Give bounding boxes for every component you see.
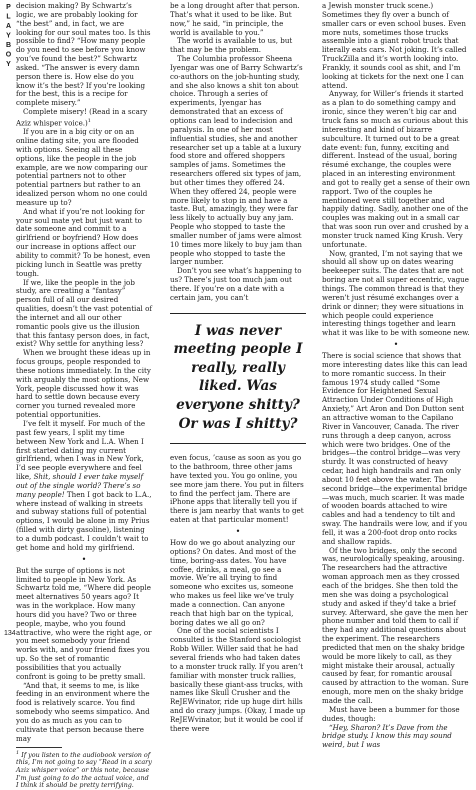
paragraph: The Columbia professor Sheena Iyengar was one of Barry Schwartz’s co-authors on the job-hunting study, and she also knows a shit ton about choice. Through a series of experiments, Iyengar has demonstrated that an excess of options can lead to indecision and paralysis. In one of her most influential studies, she and another researcher set up a table at a luxury food store and offered shoppers samples of jams. Sometimes the researchers offered six types of jam, but other times they offered 24. When they offered 24, people were more likely to stop in and have a taste. But, amazingly, they were far less likely to actually buy any jam. People who stopped to taste the smaller number of jams were almost 10 times more likely to buy jam than people who stopped to taste the larger number. [170, 54, 303, 267]
magazine-name: PLAYBOY [5, 4, 12, 71]
paragraph: One of the social scientists I consulted is the Stanford sociologist Robb Willer. Willer said that he had several friends who had taken dates to a monster truck rally. If you aren’t familiar with monster truck rallies, basically these giant-ass trucks, with names like Skull Crusher and the ReJEWvinator, ride up huge dirt hills and do crazy jumps. (Okay, I made up ReJEWvinator, but it would be cool if there were [170, 626, 306, 733]
paragraph: But the surge of options is not limited to people in New York. As Schwartz told me, “Where did people meet alternatives 50 years ago? It was in the workplace. How many hours did you have? Two or three people, maybe, who you found attractive, who were the right age, or you meet somebody your friend works with, and your friend fixes you up. So the set of romantic possibilities that you actually confront is going to be pretty small. [16, 565, 152, 681]
footnote-reference: 1 [87, 117, 91, 124]
section-separator: • [393, 340, 399, 350]
paragraph: How do we go about analyzing our options? On dates. And most of the time, boring-ass dates. You have coffee, drinks, a meal, go see a movie. We’re all trying to find someone who excites us, someone who makes us feel like we’ve truly made a connection. Can anyone reach that high bar on the typical, boring dates we all go on? [170, 538, 297, 627]
paragraph: Of the two bridges, only the second was, neurologically speaking, arousing. The researchers had the attractive woman approach men as they crossed each of the bridges. She then told the men she was doing a psychological study and asked if they’d take a brief survey. Afterward, she gave the men her phone number and told them to call if they had any additional questions about the experiment. The researchers predicted that men on the shaky bridge would be more likely to call, as they might mistake their arousal, actually caused by fear, for romantic arousal caused by attraction to the woman. Sure enough, more men on the shaky bridge made the call. [322, 545, 469, 705]
paragraph: If we, like the people in the job study, are creating a “fantasy” person full of all our desired qualities, doesn’t the vast potential of the internet and all our other romantic pools give us the illusion that this fantasy person does, in fact, exist? Why settle for anything less? [16, 277, 152, 349]
footnote-mark: 1 [16, 749, 20, 756]
page-number: 134 [4, 630, 16, 637]
text-column-1 [16, 2, 152, 790]
paragraph [322, 724, 470, 751]
paragraph: The world is available to us, but that may be the problem. [170, 36, 293, 55]
italic-thought: Shit, should I ever take myself out of the single world? There’s so many people! [16, 472, 144, 499]
footnote-text: If you listen to the audiobook version of this, I’m not going to say “Read in a scary Aziz whisper voice” or this note, because I’m just going to do the actual voice, and I think it should be pretty terrifying. [16, 750, 152, 790]
paragraph: be a long drought after that person. That’s what it used to be like. But now,” he said, “in principle, the world is available to you.” [170, 1, 300, 37]
paragraph: even focus, ’cause as soon as you go to the bathroom, three other jams have texted you. You go online, you see more jam there. You put in filters to find the perfect jam. There are iPhone apps that literally tell you if there is jam nearby that wants to get eaten at that particular moment! [170, 453, 304, 525]
section-separator: • [81, 554, 87, 564]
paragraph: Anyway, for Willer’s friends it started as a plan to do something campy and ironic, since they weren’t big car and truck fans so much as curious about this interesting and kind of bizarre subculture. It turned out to be a great date event: fun, funny, exciting and different. Instead of the usual, boring résumé exchange, the couples were placed in an interesting environment and got to really get a sense of their own rapport. Two of the couples he mentioned were still together and happily dating. Sadly, another one of the couples was making out in a small car that was soon run over and crushed by a monster truck named King Krush. Very unfortunate. [322, 89, 470, 249]
paragraph-text: Then I got back to L.A., where instead of walking in streets and subway stations full of potential options, I would be alone in my Prius (filled with dirty gasoline), listening to a dumb podcast. I couldn’t wait to get home and hold my girlfriend. [16, 489, 152, 552]
paragraph: decision making? By Schwartz’s logic, we are probably looking for “the best” and, in fact, we are looking for our soul mates too. Is this possible to find? “How many people do you need to see before you know you’ve found the best?” Schwartz asked. “The answer is every damn person there is. How else do you know it’s the best? If you’re looking for the best, this is a recipe for complete misery.” [16, 1, 151, 108]
footnote-rule [16, 747, 62, 748]
paragraph-text: I’ve felt it myself. For much of the past few years, I split my time between New York and L.A. When I first started dating my current girlfriend, when I was in New York, I’d see people everywhere and feel like, [16, 419, 146, 482]
footnote [16, 750, 152, 790]
text-column-2 [170, 2, 306, 734]
italic-quote: “Hey, Sharon? It’s Dave from the bridge study. I know this may sound weird, but I was [322, 722, 452, 750]
paragraph: a Jewish monster truck scene.) Sometimes they fly over a bunch of smaller cars or even school buses. Even more nuts, sometimes those trucks assemble into a giant robot truck that literally eats cars. Not joking. It’s called TruckZilla and it’s worth looking into. Frankly, it sounds cool as shit, and I’m looking at tickets for the next one I can attend. [322, 1, 467, 90]
paragraph [16, 108, 152, 128]
text-column-3 [322, 2, 470, 750]
paragraph-text: Complete misery! (Read in a scary Aziz whisper voice.) [16, 107, 148, 128]
paragraph: When we brought these ideas up in focus groups, people responded to these notions immediately. In the city with arguably the most options, New York, people discussed how it was hard to settle down because every corner you turned revealed more potential opportunities. [16, 348, 151, 420]
section-separator: • [235, 527, 241, 536]
paragraph [16, 420, 152, 553]
pull-quote: I was never meeting people I really, really liked. Was everyone shitty? Or was I shitty? [170, 313, 306, 445]
paragraph: Now, granted, I’m not saying that we should all show up on dates wearing beekeeper suits. The dates that are not boring are not all super eccentric, vague things. The common thread is that they weren’t just résumé exchanges over a drink or dinner; they were situations in which people could experience interesting things together and learn what it was like to be with someone new. [322, 248, 470, 338]
paragraph: Don’t you see what’s happening to us? There’s just too much jam out there. If you’re on a date with a certain jam, you can’t [170, 266, 302, 302]
paragraph: There is social science that shows that more interesting dates like this can lead to more romantic success. In their famous 1974 study called “Some Evidence for Heightened Sexual Attraction Under Conditions of High Anxiety,” Art Aron and Don Dutton sent an attractive woman to the Capilano River in Vancouver, Canada. The river runs through a deep canyon, across which were two bridges. One of the bridges—the control bridge—was very sturdy. It was constructed of heavy cedar, had high handrails and ran only about 10 feet above the water. The second bridge—the experimental bridge—was much, much scarier. It was made of wooden boards attached to wire cables and had a tendency to tilt and sway. The handrails were low, and if you fell, it was a 200-foot drop onto rocks and shallow rapids. [322, 351, 468, 546]
paragraph: And what if you’re not looking for your soul mate yet but just want to date someone and commit to a girlfriend or boyfriend? How does our increase in options affect our ability to commit? To be honest, even picking lunch in Seattle was pretty tough. [16, 206, 151, 278]
paragraph: Must have been a bummer for those dudes, though: [322, 704, 460, 723]
paragraph: If you are in a big city or on an online dating site, you are flooded with options. Seeing all these options, like the people in the job example, are we now comparing our potential partners not to other potential partners but rather to an idealized person whom no one could measure up to? [16, 127, 148, 207]
paragraph: “And that, it seems to me, is like feeding in an environment where the food is relatively scarce. You find somebody who seems simpatico. And you do as much as you can to cultivate that person because there may [16, 680, 150, 743]
